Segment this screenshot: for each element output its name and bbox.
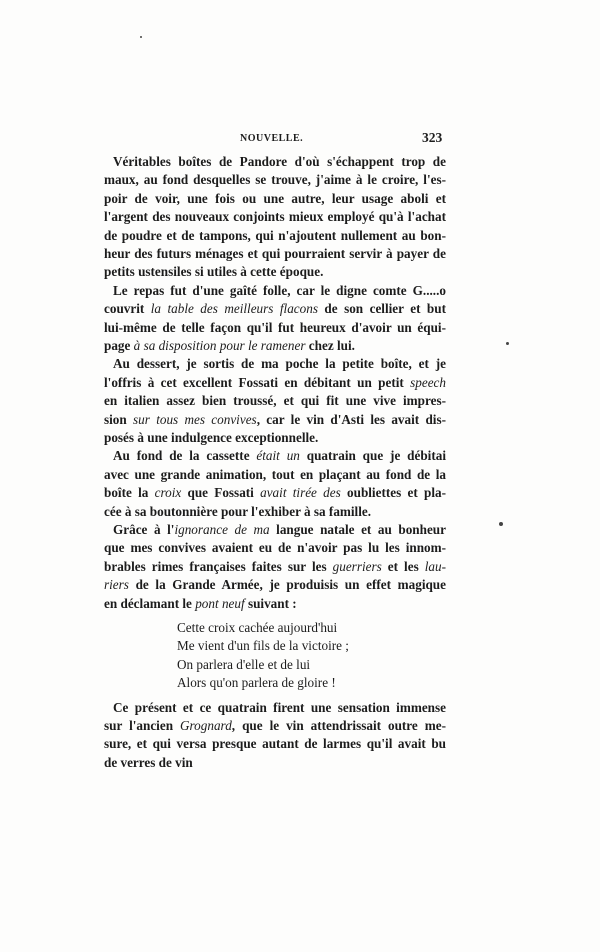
text-line: [104, 539, 446, 557]
text-line: [104, 576, 446, 594]
text-line: [104, 595, 446, 613]
text-segment: oubliettes et pla-: [340, 485, 446, 501]
text-line: [104, 484, 446, 502]
text-segment: de poudre et de tampons, qui n'ajoutent nullement au bon-: [104, 227, 446, 243]
scan-speck: [499, 522, 503, 526]
text-line: [104, 717, 446, 735]
text-segment: page: [104, 338, 134, 353]
text-line: [104, 411, 446, 429]
text-line: [104, 558, 446, 576]
text-line: [104, 208, 446, 226]
text-line: [104, 754, 446, 772]
text-segment: quatrain que je débitai: [299, 448, 446, 464]
text-segment: en déclamant le: [104, 595, 196, 611]
text-segment: de verres de vin: [104, 754, 193, 770]
text-line: [104, 392, 446, 410]
text-segment: petits ustensiles si utiles à cette époque.: [104, 264, 324, 280]
text-segment: Alors qu'on parlera de gloire !: [177, 675, 336, 691]
italic-text: sur tous mes convives: [133, 411, 257, 427]
text-line: [113, 355, 446, 373]
text-segment: l'offris à cet excellent Fossati en débitant un petit: [104, 374, 411, 390]
text-segment: sur l'ancien: [104, 718, 181, 733]
verse-line: [177, 656, 310, 674]
italic-text: avait tirée des: [260, 485, 341, 501]
text-line: [113, 521, 446, 539]
running-title: NOUVELLE.: [240, 133, 304, 144]
text-line: [104, 735, 446, 753]
text-line: [104, 503, 446, 521]
text-line: [104, 300, 446, 318]
verse-line: [177, 637, 349, 655]
italic-text: riers: [104, 577, 129, 593]
scan-speck: [506, 342, 509, 345]
text-line: [104, 263, 446, 281]
text-line: [104, 227, 446, 245]
text-line: [113, 153, 446, 171]
text-segment: que Fossati: [181, 485, 261, 501]
text-line: [113, 447, 446, 465]
text-line: [104, 466, 446, 484]
page-number: 323: [422, 130, 443, 145]
text-line: [104, 337, 446, 355]
text-segment: couvrit: [104, 301, 151, 317]
italic-text: était un: [256, 448, 300, 464]
text-segment: Ce présent et ce quatrain firent une sensation immense: [113, 699, 446, 715]
text-line: [104, 319, 446, 337]
text-line: [104, 429, 446, 447]
text-segment: suivant :: [244, 595, 297, 611]
text-line: [104, 190, 446, 208]
italic-text: à sa disposition pour le ramener: [133, 338, 306, 353]
text-segment: sure, et qui versa presque autant de larmes qu'il avait bu: [104, 736, 446, 752]
text-segment: Le repas fut d'une gaîté folle, car le digne comte G.....o: [113, 282, 446, 298]
text-segment: boîte la: [104, 485, 155, 501]
scan-speck: [140, 36, 142, 38]
text-segment: langue natale et au bonheur: [269, 522, 446, 537]
italic-text: pont neuf: [195, 595, 245, 611]
text-segment: de la Grande Armée, je produisis un effet magique: [128, 577, 446, 593]
text-segment: chez lui.: [305, 338, 355, 353]
text-segment: On parlera d'elle et de lui: [177, 656, 311, 672]
text-segment: , que le vin attendrissait outre me-: [231, 718, 446, 733]
text-segment: que mes convives avaient eu de n'avoir pas lu les innom-: [104, 540, 446, 556]
text-segment: de son cellier et but: [317, 301, 446, 317]
text-segment: Au fond de la cassette: [113, 448, 257, 464]
text-line: [104, 171, 446, 189]
text-segment: cée à sa boutonnière pour l'exhiber à sa famille.: [104, 503, 372, 519]
italic-text: croix: [154, 485, 182, 501]
italic-text: speech: [410, 374, 446, 390]
text-line: [113, 282, 446, 300]
text-segment: Cette croix cachée aujourd'hui: [177, 620, 338, 635]
italic-text: Grognard: [180, 718, 232, 733]
italic-text: la table des meilleurs flacons: [150, 301, 318, 317]
text-segment: Me vient d'un fils de la victoire ;: [177, 638, 349, 654]
text-segment: Au dessert, je sortis de ma poche la petite boîte, et je: [113, 356, 446, 372]
text-segment: poir de voir, une fois ou une autre, leur usage aboli et: [104, 190, 446, 206]
text-segment: l'argent des nouveaux conjoints mieux employé qu'à l'achat: [104, 209, 446, 225]
text-segment: Grâce à l': [113, 522, 175, 537]
italic-text: guerriers: [332, 558, 382, 574]
text-line: [104, 374, 446, 392]
text-segment: Véritables boîtes de Pandore d'où s'échappent trop de: [113, 154, 446, 169]
italic-text: ignorance de ma: [174, 522, 270, 537]
text-line: [104, 245, 446, 263]
text-segment: heur des futurs ménages et qui pourraient servir à payer de: [104, 246, 446, 261]
text-segment: lui-même de telle façon qu'il fut heureux d'avoir un équi-: [104, 319, 446, 335]
verse-line: [177, 674, 336, 692]
text-segment: sion: [104, 411, 134, 427]
text-segment: maux, au fond desquelles se trouve, j'aime à le croire, l'es-: [104, 172, 446, 188]
text-segment: , car le vin d'Asti les avait dis-: [256, 411, 446, 427]
text-line: [113, 699, 446, 717]
text-segment: avec une grande animation, tout en plaçant au fond de la: [104, 466, 446, 482]
italic-text: lau-: [424, 558, 446, 574]
text-segment: et les: [381, 558, 425, 574]
text-segment: posés à une indulgence exceptionnelle.: [104, 430, 319, 445]
verse-line: [177, 619, 337, 637]
text-segment: brables rimes françaises faites sur les: [104, 558, 333, 574]
text-segment: en italien assez bien troussé, et qui fit une vive impres-: [104, 393, 446, 409]
